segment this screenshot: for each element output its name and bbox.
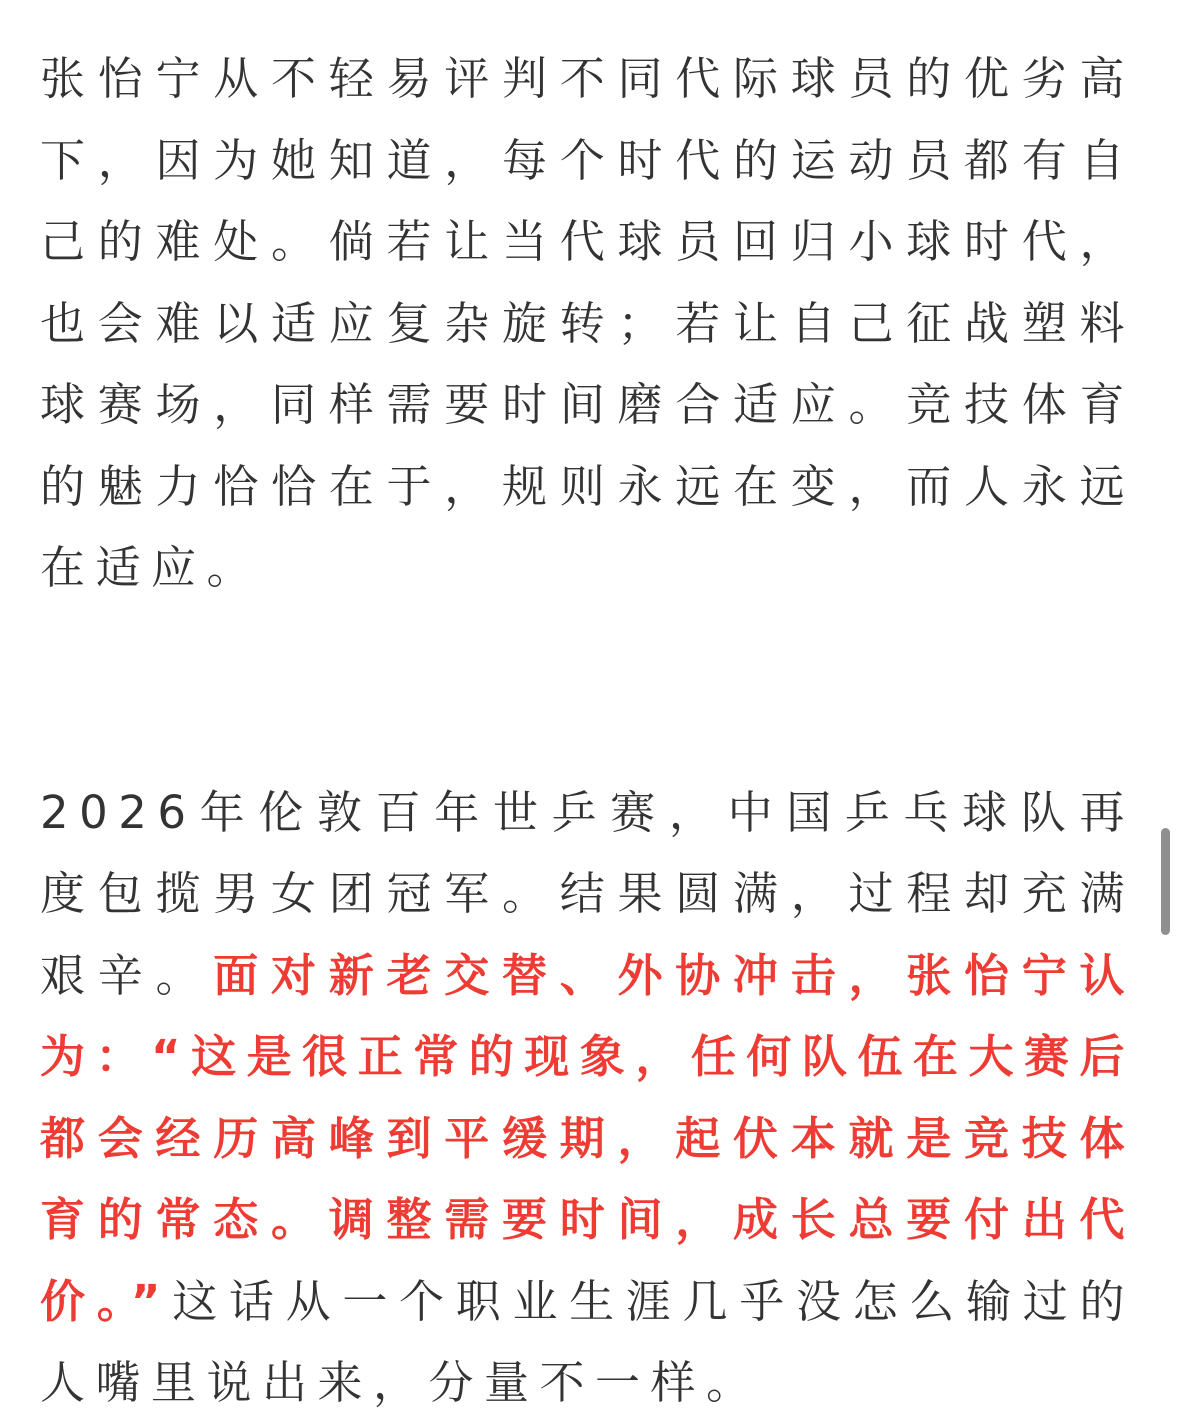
highlighted-quote: 面对新老交替、外协冲击，张怡宁认为：“这是很正常的现象，任何队伍在大赛后都会经历高峰到平缓期，起伏本就是竞技体育的常态。调整需要时间，成长总要付出代价。” (40, 948, 1135, 1328)
paragraph-lead-text: 2026年伦敦百年世乒赛，中国乒乓球队再度包揽男女团冠军。结果圆满，过程却充满艰辛。 (40, 785, 1135, 1002)
article-body (40, 38, 1135, 1424)
paragraph-world-championships (40, 772, 1135, 1424)
paragraph-generational-players: 张怡宁从不轻易评判不同代际球员的优劣高下，因为她知道，每个时代的运动员都有自己的难处。倘若让当代球员回归小球时代，也会难以适应复杂旋转；若让自己征战塑料球赛场，同样需要时间磨合适应。竞技体育的魅力恰恰在于，规则永远在变，而人永远在适应。 (40, 52, 1135, 594)
paragraph-tail-text: 这话从一个职业生涯几乎没怎么输过的人嘴里说出来，分量不一样。 (40, 1274, 1135, 1409)
scrollbar-thumb[interactable] (1161, 828, 1170, 935)
